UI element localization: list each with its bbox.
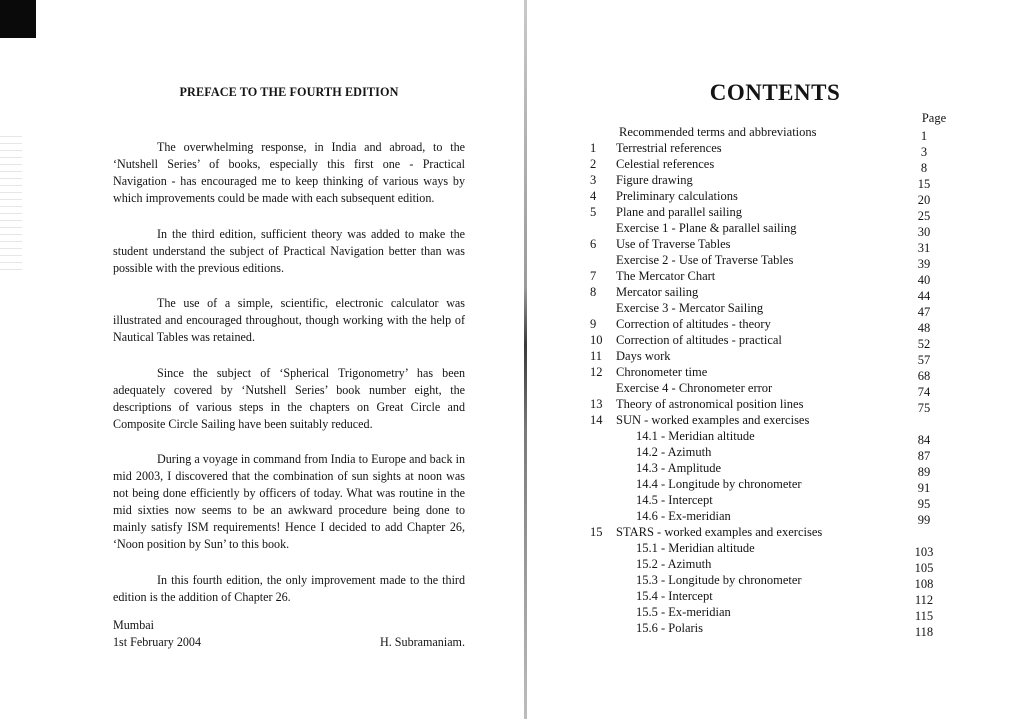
toc-entry — [590, 364, 950, 383]
toc-entry-title: 15.5 - Ex-meridian — [636, 605, 731, 619]
toc-page-number: 118 — [914, 625, 934, 639]
preface-title: PREFACE TO THE FOURTH EDITION — [179, 85, 399, 99]
toc-entry — [590, 220, 950, 239]
toc-page-number: 44 — [917, 289, 931, 303]
toc-entry — [590, 140, 950, 159]
scan-corner-mark — [0, 0, 36, 38]
toc-entry-title: Celestial references — [616, 157, 715, 171]
toc-entry — [590, 300, 950, 319]
toc-chapter-number: 9 — [590, 317, 597, 331]
toc-page-number: 40 — [917, 273, 931, 287]
toc-entry — [590, 620, 950, 639]
toc-chapter-number: 6 — [590, 237, 597, 251]
toc-entry — [590, 236, 950, 255]
toc-page-number: 75 — [917, 401, 931, 415]
toc-chapter-number: 11 — [590, 349, 603, 363]
toc-page-number: 103 — [914, 545, 934, 559]
toc-chapter-number: 4 — [590, 189, 597, 203]
toc-page-number: 74 — [917, 385, 931, 399]
toc-page-number: 25 — [917, 209, 931, 223]
toc-entry-title: Chronometer time — [616, 365, 708, 379]
toc-entry — [590, 492, 950, 511]
toc-entry — [590, 252, 950, 271]
preface-page — [113, 84, 465, 624]
toc-entry-title: Figure drawing — [616, 173, 693, 187]
toc-entry — [590, 172, 950, 191]
toc-chapter-number: 2 — [590, 157, 597, 171]
toc-page-number: 105 — [914, 561, 934, 575]
toc-entry-title: STARS - worked examples and exercises — [616, 525, 823, 539]
toc-page-number: 31 — [917, 241, 931, 255]
preface-paragraph: In the third edition, sufficient theory was added to make the student understand the subject of Practical Navigation better than was possible with the previous editions. — [113, 226, 465, 275]
preface-paragraph: During a voyage in command from India to Europe and back in mid 2003, I discovered that the combination of sun sights at noon was not being done efficiently by officers of today. What was routine in the mid sixties now seems to be an awkward procedure being done to mainly satisfy ISM requirements! Hence I decided to add Chapter 26, ‘Noon position by Sun’ to this book. — [113, 452, 465, 551]
toc-entry-title: Correction of altitudes - theory — [616, 317, 771, 331]
toc-page-number: 112 — [914, 593, 934, 607]
toc-entry-title: 15.2 - Azimuth — [636, 557, 712, 571]
toc-entry — [590, 332, 950, 351]
contents-title: CONTENTS — [709, 80, 841, 105]
toc-entry-title: 14.1 - Meridian altitude — [636, 429, 755, 443]
toc-page-number: 39 — [917, 257, 931, 271]
toc-entry — [590, 540, 950, 559]
toc-entry — [590, 588, 950, 607]
book-gutter — [524, 0, 527, 719]
toc-page-number: 47 — [917, 305, 931, 319]
toc-entry — [590, 524, 950, 540]
toc-entry-title: Exercise 2 - Use of Traverse Tables — [616, 253, 794, 267]
toc-entry — [590, 204, 950, 223]
toc-entry — [590, 556, 950, 575]
toc-entry — [590, 428, 950, 447]
toc-entry-title: The Mercator Chart — [616, 269, 716, 283]
toc-chapter-number: 12 — [590, 365, 603, 379]
toc-entry-title: 14.6 - Ex-meridian — [636, 509, 731, 523]
toc-page-number: 89 — [917, 465, 931, 479]
toc-chapter-number: 15 — [590, 525, 603, 539]
toc-chapter-number: 8 — [590, 285, 597, 299]
toc-entry-title: 15.1 - Meridian altitude — [636, 541, 755, 555]
toc-entry-title: Days work — [616, 349, 671, 363]
toc-entry-title: Mercator sailing — [616, 285, 699, 299]
toc-entry — [590, 444, 950, 463]
preface-paragraph: In this fourth edition, the only improvement made to the third edition is the addition of Chapter 26. — [113, 572, 465, 604]
toc-page-number: 99 — [917, 513, 931, 527]
toc-entry — [590, 460, 950, 479]
signature-place: Mumbai — [113, 618, 154, 632]
toc-page-number: 91 — [917, 481, 931, 495]
toc-page-number: 115 — [914, 609, 934, 623]
toc-entry — [590, 604, 950, 623]
toc-page-number: 57 — [917, 353, 931, 367]
toc-page-number: 3 — [920, 145, 928, 159]
preface-signature — [113, 617, 465, 651]
toc-entry — [590, 396, 950, 415]
toc-chapter-number: 5 — [590, 205, 597, 219]
toc-page-number: 52 — [917, 337, 931, 351]
signature-date: 1st February 2004 — [113, 635, 202, 649]
toc-page-number: 20 — [917, 193, 931, 207]
toc-page-number: 30 — [917, 225, 931, 239]
toc-entry-title: Theory of astronomical position lines — [616, 397, 804, 411]
toc-entry — [590, 316, 950, 335]
signature-author: H. Subramaniam. — [380, 635, 465, 649]
toc-chapter-number: 14 — [590, 413, 603, 427]
toc-entry-title: Correction of altitudes - practical — [616, 333, 782, 347]
toc-entry-title: 15.4 - Intercept — [636, 589, 713, 603]
table-of-contents — [590, 124, 950, 639]
toc-entry — [590, 380, 950, 399]
toc-entry — [590, 572, 950, 591]
toc-chapter-number: 1 — [590, 141, 597, 155]
toc-entry — [590, 124, 950, 143]
toc-entry-title: 15.6 - Polaris — [636, 621, 704, 635]
toc-entry-title: Plane and parallel sailing — [616, 205, 743, 219]
toc-entry — [590, 508, 950, 527]
toc-entry-title: Preliminary calculations — [616, 189, 738, 203]
toc-page-number: 95 — [917, 497, 931, 511]
signature-row — [113, 634, 465, 651]
preface-paragraph: Since the subject of ‘Spherical Trigonometry’ has been adequately covered by ‘Nutshell Series’ book number eight, the descriptions of various steps in the chapters on Great Circle and Composite Circle Sailing have been suitably reduced. — [113, 365, 465, 431]
toc-entry — [590, 284, 950, 303]
toc-page-number: 8 — [920, 161, 928, 175]
toc-page-number: 15 — [917, 177, 931, 191]
toc-entry — [590, 188, 950, 207]
toc-entry — [590, 476, 950, 495]
toc-entry-title: 14.2 - Azimuth — [636, 445, 712, 459]
preface-body — [113, 139, 465, 606]
toc-entry-title: 14.3 - Amplitude — [636, 461, 722, 475]
toc-page-number: 84 — [917, 433, 931, 447]
toc-chapter-number: 3 — [590, 173, 597, 187]
toc-entry — [590, 348, 950, 367]
toc-chapter-number: 13 — [590, 397, 603, 411]
toc-entry-title: Terrestrial references — [616, 141, 722, 155]
toc-entry — [590, 268, 950, 287]
toc-entry-title: Exercise 1 - Plane & parallel sailing — [616, 221, 797, 235]
toc-entry-title: Exercise 3 - Mercator Sailing — [616, 301, 764, 315]
page-edge-specks — [0, 130, 22, 270]
toc-entry-title: Use of Traverse Tables — [616, 237, 731, 251]
toc-entry-title: SUN - worked examples and exercises — [616, 413, 810, 427]
toc-entry — [590, 412, 950, 428]
preface-paragraph: The overwhelming response, in India and abroad, to the ‘Nutshell Series’ of books, especially this first one - Practical Navigation - has encouraged me to keep thinking of various ways by which improvements could be made with each subsequent edition. — [113, 140, 465, 205]
toc-entry — [590, 156, 950, 175]
page-column-header: Page — [921, 111, 947, 125]
toc-entry-title: 14.4 - Longitude by chronometer — [636, 477, 802, 491]
preface-paragraph: The use of a simple, scientific, electronic calculator was illustrated and encouraged throughout, though working with the help of Nautical Tables was retained. — [113, 296, 465, 344]
toc-page-number: 68 — [917, 369, 931, 383]
toc-page-number: 1 — [920, 129, 928, 143]
toc-page-number: 108 — [914, 577, 934, 591]
toc-entry-title: 15.3 - Longitude by chronometer — [636, 573, 802, 587]
toc-entry-title: Exercise 4 - Chronometer error — [616, 381, 773, 395]
toc-page-number: 87 — [917, 449, 931, 463]
toc-entry-title: 14.5 - Intercept — [636, 493, 713, 507]
toc-entry-title: Recommended terms and abbreviations — [619, 125, 817, 139]
toc-page-number: 48 — [917, 321, 931, 335]
toc-chapter-number: 10 — [590, 333, 603, 347]
toc-chapter-number: 7 — [590, 269, 597, 283]
